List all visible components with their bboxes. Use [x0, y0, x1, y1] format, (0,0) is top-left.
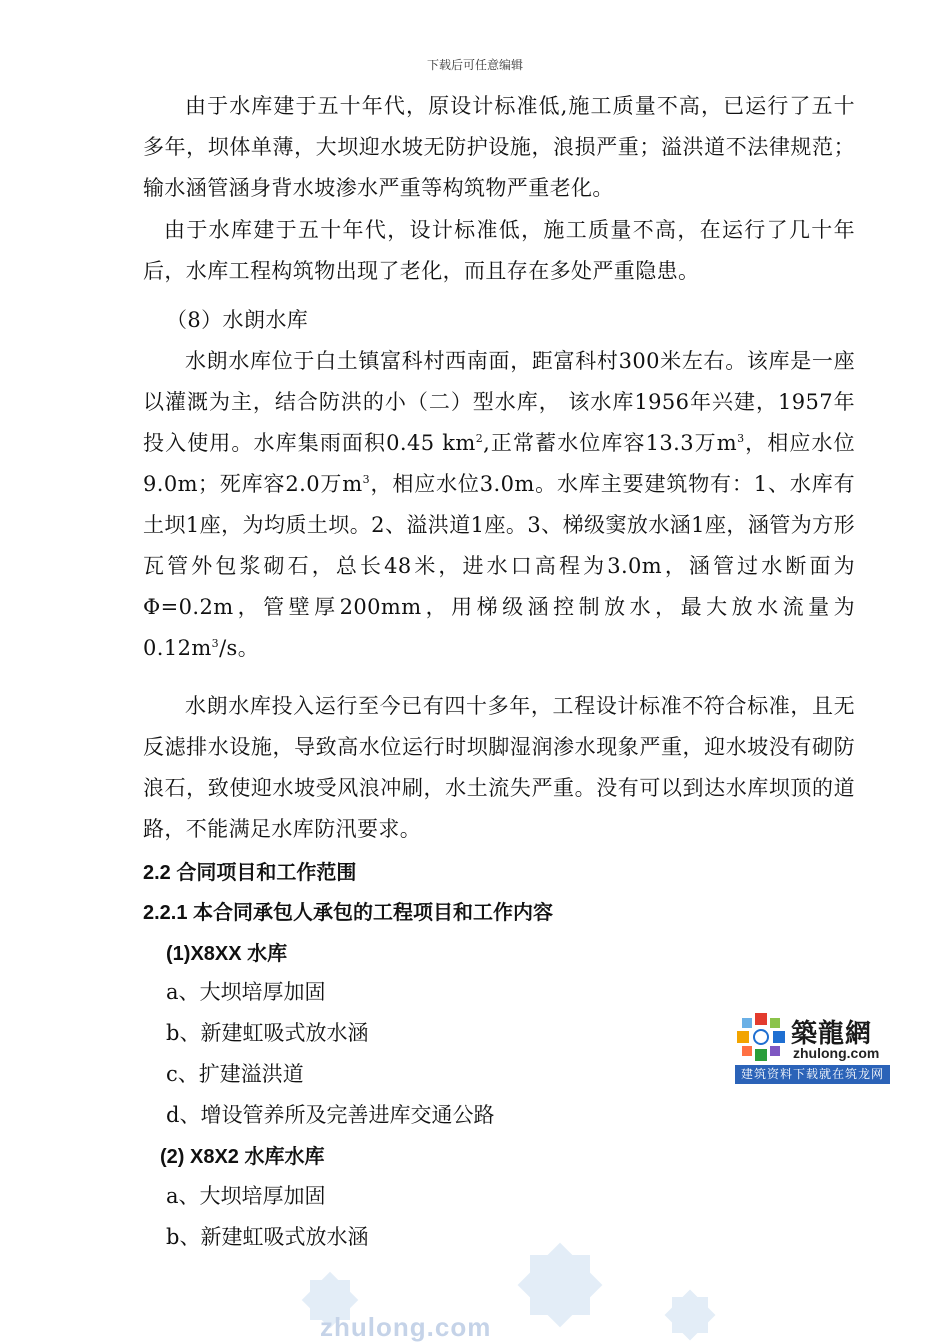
- paragraph-aging-summary: 由于水库建于五十年代，设计标准低，施工质量不高，在运行了几十年后，水库工程构筑物出现了老化，而且存在多处严重隐患。: [143, 218, 855, 283]
- paragraph-shuilang-description: 水朗水库位于白土镇富科村西南面，距富科村300米左右。该库是一座以灌溉为主，结合防洪的小（二）型水库， 该水库1956年兴建，1957年投入使用。水库集雨面积0.45 $km^2$,正常蓄水位库容13.3万$m^3$，相应水位9.0m；死库容2.0万$m^3$，相应水位3.0m。水库主要建筑物有：1、水库有土坝1座，为均质土坝。2、溢洪道1座。3、梯级窦放水涵1座，涵管为方形瓦管外包浆砌石，总长48米，进水口高程为3.0m，涵管过水断面为Φ=0.2m，管壁厚200mm，用梯级涵控制放水，最大放水流量为$0.12m^3/s$。: [143, 349, 855, 660]
- heading-reservoir-2: (2) X8X2 水库水库: [160, 1146, 325, 1168]
- paragraph-dam-condition: 由于水库建于五十年代，原设计标准低,施工质量不高，已运行了五十多年，坝体单薄，大坝迎水坡无防护设施，浪损严重；溢洪道不法律规范；输水涵管涵身背水坡渗水严重等构筑物严重老化。: [143, 94, 855, 200]
- list-item: c、扩建溢洪道: [166, 1062, 304, 1086]
- heading-contract-items: 2.2.1 本合同承包人承包的工程项目和工作内容: [143, 902, 554, 924]
- page-header: 下载后可任意编辑: [426, 58, 523, 72]
- heading-contract-scope: 2.2 合同项目和工作范围: [143, 862, 357, 884]
- snowflake-icon: [735, 1011, 787, 1063]
- list-item: b、新建虹吸式放水涵: [166, 1225, 369, 1249]
- list-item: a、大坝培厚加固: [166, 980, 326, 1004]
- section-title-shuilang: （8）水朗水库: [166, 308, 309, 332]
- logo-name: 築龍網: [791, 1019, 873, 1049]
- list-item: a、大坝培厚加固: [166, 1184, 326, 1208]
- logo-slogan: 建筑资料下载就在筑龙网: [735, 1065, 890, 1084]
- zhulong-logo: [735, 1005, 890, 1085]
- heading-reservoir-1: (1)X8XX 水库: [166, 943, 288, 965]
- logo-domain: zhulong.com: [793, 1045, 880, 1061]
- list-item: b、新建虹吸式放水涵: [166, 1021, 369, 1045]
- paragraph-shuilang-problems: 水朗水库投入运行至今已有四十多年，工程设计标准不符合标准，且无反滤排水设施，导致高水位运行时坝脚湿润渗水现象严重，迎水坡没有砌防浪石，致使迎水坡受风浪冲刷，水土流失严重。没有可以到达水库坝顶的道路，不能满足水库防汛要求。: [143, 694, 855, 841]
- watermark-text: zhulong.com: [320, 1312, 492, 1342]
- list-item: d、增设管养所及完善进库交通公路: [166, 1103, 495, 1127]
